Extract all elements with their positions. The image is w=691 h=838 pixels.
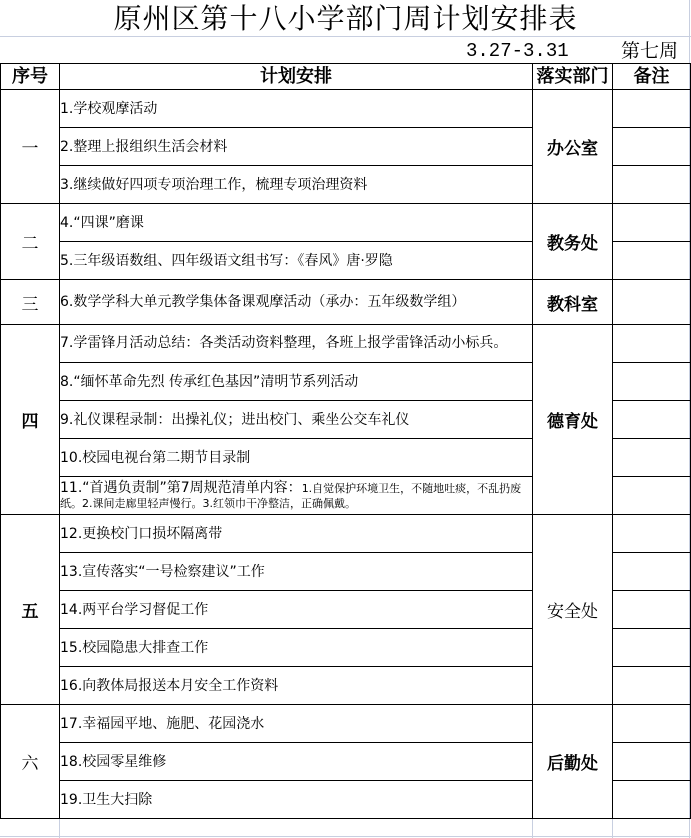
dept-cell[interactable]: 后勤处 <box>533 705 613 819</box>
note-cell[interactable] <box>613 204 691 242</box>
gridline <box>612 818 613 838</box>
plan-item[interactable]: 18.校园零星维修 <box>60 743 533 781</box>
plan-item[interactable]: 9.礼仪课程录制：出操礼仪；进出校门、乘坐公交车礼仪 <box>60 401 533 439</box>
table-row <box>1 515 691 553</box>
note-cell[interactable] <box>613 280 691 325</box>
note-cell[interactable] <box>613 781 691 819</box>
note-cell[interactable] <box>613 401 691 439</box>
gridline <box>0 836 691 837</box>
note-cell[interactable] <box>613 363 691 401</box>
plan-item[interactable] <box>60 477 533 515</box>
dept-cell[interactable]: 教务处 <box>533 204 613 280</box>
header-row <box>1 64 691 90</box>
table-row <box>1 204 691 242</box>
plan-item[interactable]: 14.两平台学习督促工作 <box>60 591 533 629</box>
note-cell[interactable] <box>613 743 691 781</box>
table-row <box>1 280 691 325</box>
note-cell[interactable] <box>613 477 691 515</box>
plan-item[interactable]: 10.校园电视台第二期节目录制 <box>60 439 533 477</box>
note-cell[interactable] <box>613 515 691 553</box>
header-seq: 序号 <box>1 64 60 90</box>
plan-item[interactable]: 15.校园隐患大排查工作 <box>60 629 533 667</box>
plan-item[interactable]: 13.宣传落实“一号检察建议”工作 <box>60 553 533 591</box>
item-11-detail: 1.自觉保护环境卫生，不随地吐痰，不乱扔废纸。2.课间走廊里轻声慢行。3.红领巾干净整洁，正确佩戴。 <box>60 481 522 510</box>
plan-table <box>0 63 691 819</box>
table-row <box>1 705 691 743</box>
note-cell[interactable] <box>613 128 691 166</box>
dept-cell[interactable]: 教科室 <box>533 280 613 325</box>
week-label: 第七周 <box>621 40 679 62</box>
note-cell[interactable] <box>613 439 691 477</box>
plan-item[interactable]: 6.数学学科大单元教学集体备课观摩活动（承办：五年级数学组） <box>60 280 533 325</box>
plan-item[interactable]: 17.幸福园平地、施肥、花园浇水 <box>60 705 533 743</box>
seq-cell[interactable]: 六 <box>1 705 60 819</box>
header-note: 备注 <box>613 64 691 90</box>
plan-item[interactable]: 12.更换校门口损坏隔离带 <box>60 515 533 553</box>
header-plan: 计划安排 <box>60 64 533 90</box>
date-row <box>0 37 691 63</box>
gridline <box>59 818 60 838</box>
seq-cell[interactable]: 一 <box>1 90 60 204</box>
dept-cell[interactable]: 安全处 <box>533 515 613 705</box>
header-dept: 落实部门 <box>533 64 613 90</box>
seq-cell[interactable]: 五 <box>1 515 60 705</box>
seq-cell[interactable]: 三 <box>1 280 60 325</box>
table-row <box>1 90 691 128</box>
note-cell[interactable] <box>613 591 691 629</box>
plan-item[interactable]: 5.三年级语数组、四年级语文组书写：《春风》唐·罗隐 <box>60 242 533 280</box>
seq-cell[interactable]: 二 <box>1 204 60 280</box>
seq-cell[interactable]: 四 <box>1 325 60 515</box>
note-cell[interactable] <box>613 90 691 128</box>
plan-item[interactable]: 7.学雷锋月活动总结：各类活动资料整理，各班上报学雷锋活动小标兵。 <box>60 325 533 363</box>
page-title: 原州区第十八小学部门周计划安排表 <box>113 2 578 35</box>
note-cell[interactable] <box>613 667 691 705</box>
dept-cell[interactable]: 办公室 <box>533 90 613 204</box>
gridline <box>532 818 533 838</box>
plan-item[interactable]: 4.“四课”磨课 <box>60 204 533 242</box>
plan-item[interactable]: 19.卫生大扫除 <box>60 781 533 819</box>
plan-item[interactable]: 1.学校观摩活动 <box>60 90 533 128</box>
note-cell[interactable] <box>613 705 691 743</box>
note-cell[interactable] <box>613 242 691 280</box>
plan-item[interactable]: 16.向教体局报送本月安全工作资料 <box>60 667 533 705</box>
item-11-heading: 11.“首遇负责制”第7周规范清单内容： <box>60 479 302 496</box>
plan-item[interactable]: 3.继续做好四项专项治理工作，梳理专项治理资料 <box>60 166 533 204</box>
dept-cell[interactable]: 德育处 <box>533 325 613 515</box>
note-cell[interactable] <box>613 553 691 591</box>
table-row <box>1 325 691 363</box>
date-range: 3.27-3.31 <box>466 40 569 62</box>
plan-item[interactable]: 2.整理上报组织生活会材料 <box>60 128 533 166</box>
note-cell[interactable] <box>613 166 691 204</box>
note-cell[interactable] <box>613 325 691 363</box>
note-cell[interactable] <box>613 629 691 667</box>
plan-item[interactable]: 8.“缅怀革命先烈 传承红色基因”清明节系列活动 <box>60 363 533 401</box>
